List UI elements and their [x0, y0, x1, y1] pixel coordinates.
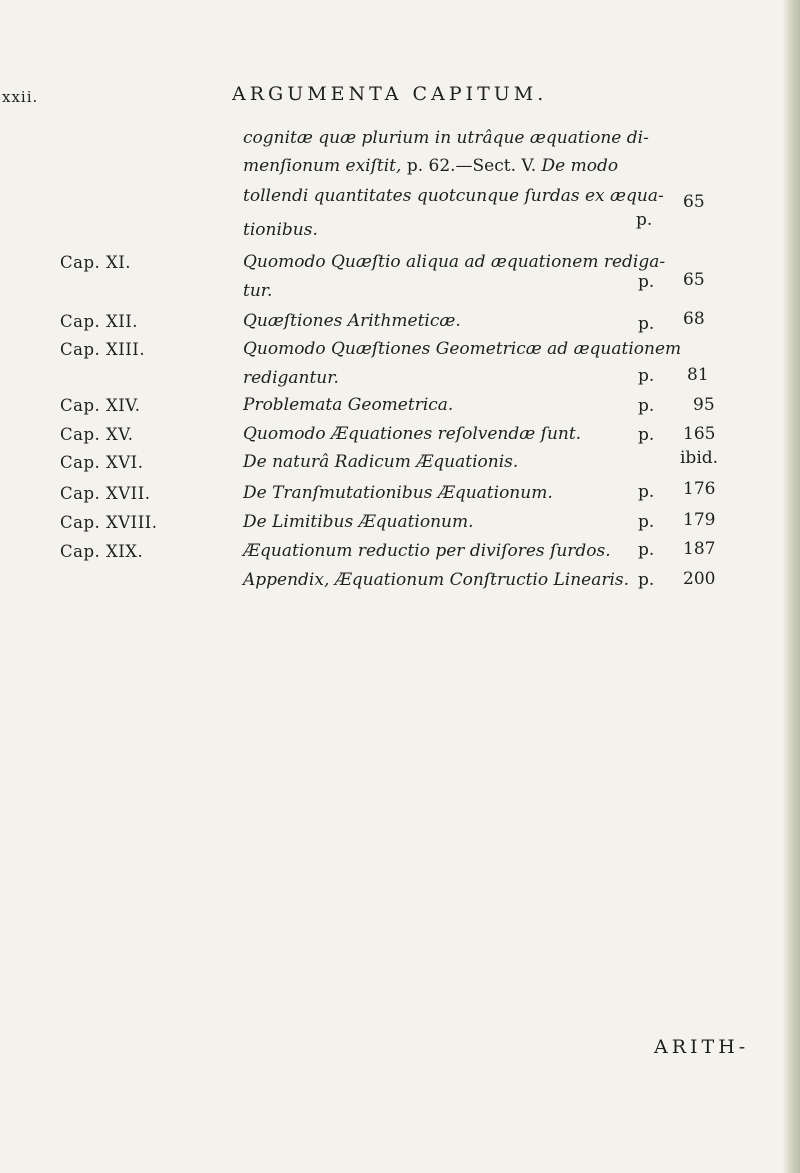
chapter-label: Cap. XVIII. — [60, 513, 158, 532]
page-marker: p. — [638, 366, 655, 386]
intro-line-1: cognitæ quæ plurium in utrâque æquatione di- — [243, 128, 649, 148]
page-edge-shadow — [782, 0, 800, 1173]
appendix-page-number: 200 — [683, 569, 716, 589]
chapter-label: Cap. XV. — [60, 425, 134, 444]
chapter-title: De Limitibus Æquationum. — [243, 512, 474, 532]
chapter-label: Cap. XVI. — [60, 453, 144, 472]
page-number: 68 — [683, 309, 705, 329]
folio-number: xxii. — [2, 88, 39, 106]
intro-page-number: 65 — [683, 192, 705, 212]
chapter-title: Quomodo Æquationes reſolvendæ ſunt. — [243, 424, 582, 444]
appendix-title: Appendix, Æquationum Conſtructio Linearis. — [243, 570, 630, 590]
page-marker: p. — [638, 540, 655, 560]
chapter-title: Æquationum reductio per diviſores ſurdos. — [243, 541, 611, 561]
page-number: 81 — [687, 365, 709, 385]
chapter-title-cont: redigantur. — [243, 368, 339, 388]
page-number: 179 — [683, 510, 716, 530]
intro-line-2-it: De modo — [541, 156, 619, 176]
page-number: 65 — [683, 270, 705, 290]
chapter-title-cont: tur. — [243, 281, 273, 301]
intro-line-3: tollendi quantitates quotcunque ſurdas ex æqua- — [243, 186, 664, 206]
chapter-title: Quæſtiones Arithmeticæ. — [243, 311, 461, 331]
page-number: 187 — [683, 539, 716, 559]
page-number: ibid. — [680, 448, 719, 468]
page-marker: p. — [638, 425, 655, 445]
page-marker: p. — [638, 272, 655, 292]
page-number: 95 — [693, 395, 715, 415]
intro-line-2-start: menſionum exiſtit, — [243, 156, 402, 176]
chapter-label: Cap. XIII. — [60, 340, 146, 359]
chapter-title: Quomodo Quæſtiones Geometricæ ad æquationem — [243, 339, 682, 359]
chapter-label: Cap. XIV. — [60, 396, 141, 415]
chapter-label: Cap. XVII. — [60, 484, 151, 503]
intro-line-2-ref: p. 62.—Sect. V. — [406, 156, 537, 176]
page-marker: p. — [638, 396, 655, 416]
catchword: ARITH- — [654, 1036, 750, 1058]
chapter-title: Quomodo Quæſtio aliqua ad æquationem rediga- — [243, 252, 666, 272]
page-number: 176 — [683, 479, 716, 499]
chapter-title: De Tranſmutationibus Æquationum. — [243, 483, 553, 503]
running-header: ARGUMENTA CAPITUM. — [232, 83, 548, 105]
intro-line-2 — [243, 156, 618, 176]
chapter-label: Cap. XII. — [60, 312, 139, 331]
chapter-label: Cap. XI. — [60, 253, 132, 272]
chapter-title: De naturâ Radicum Æquationis. — [243, 452, 519, 472]
page-number: 165 — [683, 424, 716, 444]
intro-line-4: tionibus. — [243, 220, 318, 240]
page-marker: p. — [638, 314, 655, 334]
page-marker: p. — [638, 482, 655, 502]
chapter-label: Cap. XIX. — [60, 542, 144, 561]
page-marker: p. — [638, 512, 655, 532]
appendix-page-marker: p. — [638, 570, 655, 590]
chapter-title: Problemata Geometrica. — [243, 395, 454, 415]
intro-p-marker: p. — [636, 210, 653, 230]
